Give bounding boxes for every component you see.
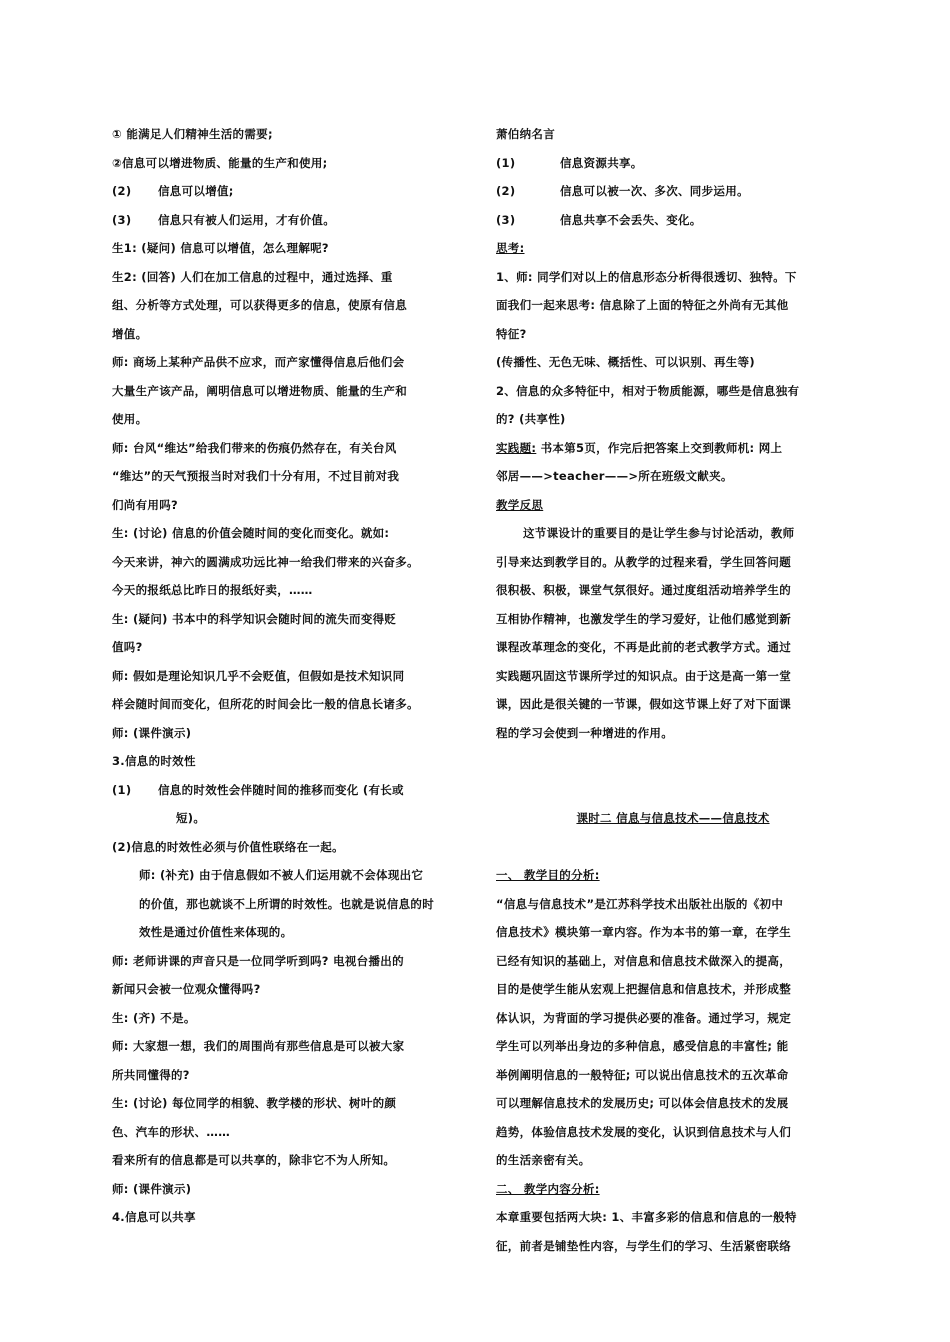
line-text: 目的是使学生能从宏观上把握信息和信息技术，并形成整: [496, 982, 791, 996]
text-line: [496, 804, 850, 833]
text-line: [496, 291, 850, 320]
line-text: 课，因此是很关键的一节课，假如这节课上好了对下面课: [496, 697, 791, 711]
text-line: [112, 1032, 462, 1061]
text-line: [112, 918, 462, 947]
line-text: 课时二 信息与信息技术——信息技术: [576, 811, 770, 825]
text-line: [496, 1146, 850, 1175]
text-line: [496, 1004, 850, 1033]
line-text: 课程改革理念的变化，不再是此前的老式教学方式。通过: [496, 640, 791, 654]
line-text: ① 能满足人们精神生活的需要;: [112, 127, 273, 141]
line-text: 体认识，为背面的学习提供必要的准备。通过学习，规定: [496, 1010, 791, 1025]
text-line: [496, 405, 850, 434]
text-line: [112, 747, 462, 776]
text-line: [496, 434, 850, 463]
line-text: 4.信息可以共享: [112, 1210, 196, 1224]
list-number: (3): [496, 212, 516, 227]
line-text: “信息与信息技术”是江苏科学技术出版社出版的《初中: [496, 896, 784, 911]
line-text: 值吗?: [112, 640, 143, 654]
text-line: [496, 1232, 850, 1261]
text-line: [112, 861, 462, 890]
text-line: [496, 177, 850, 206]
line-text: 所共同懂得的?: [112, 1067, 190, 1082]
line-text: 本章重要包括两大块: 1、丰富多彩的信息和信息的一般特: [496, 1210, 797, 1224]
text-line: [112, 1203, 462, 1232]
text-line: [112, 263, 462, 292]
line-text: (传播性、无色无味、概括性、可以识别、再生等): [496, 355, 755, 369]
line-text: 师: (补充) 由于信息假如不被人们运用就不会体现出它: [139, 868, 424, 882]
left-column: [112, 120, 462, 1232]
text-line: [496, 1032, 850, 1061]
text-line: [112, 462, 462, 491]
line-text: [496, 441, 782, 455]
text-line: [496, 833, 850, 862]
text-line: [496, 320, 850, 349]
text-line: [112, 206, 462, 235]
text-line: [496, 1175, 850, 1204]
line-text: 们尚有用吗?: [112, 497, 178, 512]
text-line: [112, 519, 462, 548]
text-line: [112, 890, 462, 919]
text-line: [112, 719, 462, 748]
text-line: [496, 234, 850, 263]
line-text: 程的学习会使到一种增进的作用。: [496, 725, 673, 740]
line-text: 信息的时效性会伴随时间的推移而变化 (有长或: [158, 782, 404, 797]
text-line: [112, 576, 462, 605]
line-text: 生: (疑问) 书本中的科学知识会随时间的流失而变得贬: [112, 611, 397, 626]
line-text: 互相协作精神，也激发学生的学习爱好，让他们感觉到新: [496, 611, 791, 626]
line-text: ②信息可以增进物质、能量的生产和使用;: [112, 155, 328, 170]
text-line: [496, 747, 850, 776]
text-line: [112, 320, 462, 349]
text-line: [496, 605, 850, 634]
line-text: 已经有知识的基础上，对信息和信息技术做深入的提高，: [496, 953, 791, 968]
line-text: 教学反思: [496, 497, 544, 512]
text-line: [496, 1061, 850, 1090]
line-text: 1、师: 同学们对以上的信息形态分析得很透切、独特。下: [496, 269, 797, 284]
text-line: [496, 120, 850, 149]
text-line: [112, 120, 462, 149]
line-text: 信息可以被一次、多次、同步运用。: [560, 184, 749, 198]
line-text: 实践题巩固这节课所学过的知识点。由于这是高一第一堂: [496, 668, 791, 683]
text-line: [112, 1146, 462, 1175]
text-line: [112, 1118, 462, 1147]
line-text: 新闻只会被一位观众懂得吗?: [112, 982, 261, 996]
line-text: 信息可以增值;: [158, 184, 234, 198]
text-line: [496, 776, 850, 805]
line-text: 征，前者是铺垫性内容，与学生们的学习、生活紧密联络: [496, 1238, 791, 1253]
line-text: 今天的报纸总比昨日的报纸好卖，……: [112, 583, 313, 597]
text-line: [496, 861, 850, 890]
text-line: [496, 491, 850, 520]
line-text-rest: 书本第5页，作完后把答案上交到教师机: 网上: [536, 440, 783, 455]
line-text: 看来所有的信息都是可以共享的，除非它不为人所知。: [112, 1153, 396, 1167]
line-text: 样会随时间而变化，但所花的时间会比一般的信息长诸多。: [112, 697, 419, 711]
text-line: [112, 776, 462, 805]
line-text: 信息技术》模块第一章内容。作为本书的第一章，在学生: [496, 925, 791, 939]
text-line: [496, 719, 850, 748]
text-line: [112, 405, 462, 434]
list-number: (2): [112, 184, 132, 198]
line-text: 短)。: [176, 811, 206, 825]
line-text: 生: (齐) 不是。: [112, 1010, 196, 1025]
line-text: 生: (讨论) 每位同学的相貌、教学楼的形状、树叶的颜: [112, 1096, 397, 1110]
line-text: 思考:: [496, 241, 525, 255]
text-line: [496, 1203, 850, 1232]
line-text: 师: 台风“维达”给我们带来的伤痕仍然存在，有关台风: [112, 440, 397, 455]
text-line: [112, 177, 462, 206]
text-line: [112, 491, 462, 520]
text-line: [496, 462, 850, 491]
line-text: 趋势，体验信息技术发展的变化，认识到信息技术与人们: [496, 1124, 791, 1139]
text-line: [112, 690, 462, 719]
line-text: 信息只有被人们运用，才有价值。: [158, 212, 335, 227]
text-line: [112, 291, 462, 320]
text-line: [112, 1089, 462, 1118]
text-line: [496, 206, 850, 235]
line-text: 这节课设计的重要目的是让学生参与讨论活动，教师: [523, 526, 795, 540]
text-line: [112, 633, 462, 662]
line-text: (2)信息的时效性必须与价值性联络在一起。: [112, 839, 344, 854]
text-line: [496, 348, 850, 377]
line-text: 组、分析等方式处理，可以获得更多的信息，使原有信息: [112, 298, 407, 312]
line-text: 师: 老师讲课的声音只是一位同学听到吗? 电视台播出的: [112, 953, 404, 968]
text-line: [112, 662, 462, 691]
line-text: 师: 假如是理论知识几乎不会贬值，但假如是技术知识同: [112, 668, 405, 683]
list-number: (2): [496, 184, 516, 198]
line-text: 生2: (回答) 人们在加工信息的过程中，通过选择、重: [112, 269, 393, 284]
text-line: [112, 1175, 462, 1204]
line-text: 信息资源共享。: [560, 155, 643, 170]
text-line: [112, 548, 462, 577]
line-text: 今天来讲，神六的圆满成功远比神一给我们带来的兴奋多。: [112, 554, 419, 569]
line-text: 大量生产该产品，阐明信息可以增进物质、能量的生产和: [112, 383, 407, 398]
line-text: [496, 868, 600, 882]
line-text: 师: (课件演示): [112, 725, 192, 740]
text-line: [112, 975, 462, 1004]
line-text: “维达”的天气预报当时对我们十分有用，不过目前对我: [112, 469, 400, 483]
underlined-heading: 一、 教学目的分析:: [496, 868, 600, 882]
line-text: 邻居——>teacher——>所在班级文献夹。: [496, 469, 733, 483]
line-text: 举例阐明信息的一般特征; 可以说出信息技术的五次革命: [496, 1067, 789, 1082]
text-line: [496, 263, 850, 292]
text-line: [496, 947, 850, 976]
line-text: 色、汽车的形状、……: [112, 1124, 230, 1139]
text-line: [496, 975, 850, 1004]
list-number: (1): [496, 155, 516, 170]
text-line: [496, 149, 850, 178]
text-line: [496, 633, 850, 662]
line-text: 很积极、积极，课堂气氛很好。通过度组活动培养学生的: [496, 583, 791, 597]
text-line: [496, 662, 850, 691]
text-line: [112, 947, 462, 976]
line-text: 的生活亲密有关。: [496, 1153, 591, 1167]
line-text: 师: 大家想一想，我们的周围尚有那些信息是可以被大家: [112, 1039, 405, 1053]
text-line: [112, 833, 462, 862]
text-line: [112, 434, 462, 463]
text-line: [112, 1061, 462, 1090]
text-line: [112, 804, 462, 833]
text-line: [496, 576, 850, 605]
right-column: [496, 120, 850, 1260]
line-text: 的? (共享性): [496, 412, 566, 426]
text-line: [112, 1004, 462, 1033]
line-text: 生: (讨论) 信息的价值会随时间的变化而变化。就如:: [112, 526, 390, 540]
text-line: [112, 377, 462, 406]
line-text: 增值。: [112, 326, 148, 341]
line-text: 生1: (疑问) 信息可以增值，怎么理解呢?: [112, 241, 329, 255]
text-line: [496, 1089, 850, 1118]
line-text: 使用。: [112, 412, 148, 426]
underlined-heading: 二、 教学内容分析:: [496, 1181, 600, 1196]
line-text: 效性是通过价值性来体现的。: [139, 925, 293, 939]
list-number: (3): [112, 212, 132, 227]
text-line: [496, 918, 850, 947]
text-line: [496, 690, 850, 719]
line-text: 2、信息的众多特征中，相对于物质能源，哪些是信息独有: [496, 383, 800, 398]
text-line: [496, 548, 850, 577]
line-text: [496, 1182, 600, 1196]
text-line: [496, 1118, 850, 1147]
text-line: [496, 519, 850, 548]
line-text: 信息共享不会丢失、变化。: [560, 212, 702, 227]
underlined-heading: 实践题:: [496, 440, 537, 455]
line-text: 师: 商场上某种产品供不应求，而产家懂得信息后他们会: [112, 355, 405, 369]
line-text: 师: (课件演示): [112, 1181, 192, 1196]
text-line: [112, 605, 462, 634]
line-text: 3.信息的时效性: [112, 754, 196, 768]
line-text: 的价值，那也就谈不上所谓的时效性。也就是说信息的时: [139, 896, 434, 911]
line-text: 学生可以列举出身边的多种信息，感受信息的丰富性; 能: [496, 1039, 789, 1053]
text-line: [112, 234, 462, 263]
text-line: [496, 890, 850, 919]
line-text: 特征?: [496, 326, 527, 341]
text-line: [496, 377, 850, 406]
text-line: [112, 149, 462, 178]
line-text: 萧伯纳名言: [496, 127, 555, 141]
line-text: 面我们一起来思考: 信息除了上面的特征之外尚有无其他: [496, 298, 789, 312]
text-line: [112, 348, 462, 377]
line-text: 引导来达到教学目的。从教学的过程来看，学生回答问题: [496, 554, 791, 569]
list-number: (1): [112, 782, 132, 797]
line-text: 可以理解信息技术的发展历史; 可以体会信息技术的发展: [496, 1096, 789, 1110]
